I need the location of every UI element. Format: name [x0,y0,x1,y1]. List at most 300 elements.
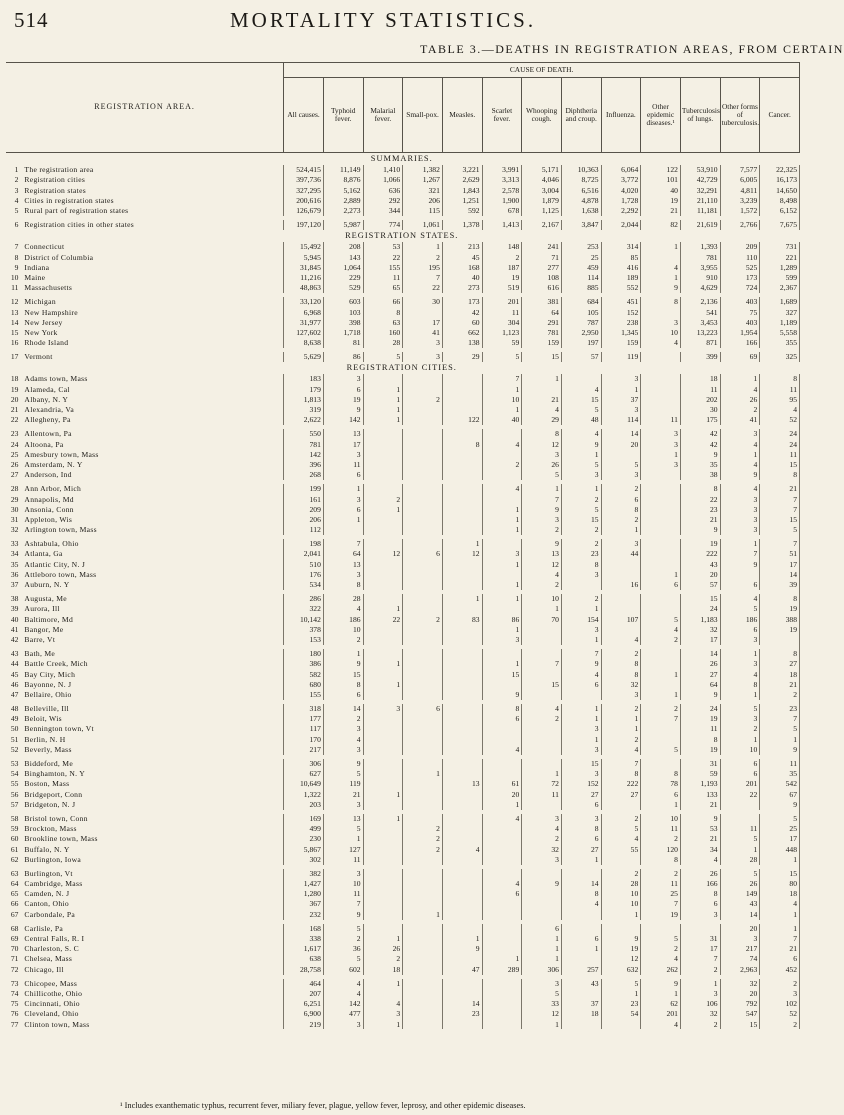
value-cell: 2 [403,395,443,405]
value-cell: 1 [363,1019,403,1029]
value-cell: 1,064 [323,263,363,273]
value-cell: 787 [561,317,601,327]
value-cell: 2,041 [284,549,324,559]
value-cell: 1,125 [522,206,562,216]
value-cell: 4 [363,999,403,1009]
value-cell: 4 [601,635,641,645]
value-cell [601,625,641,635]
value-cell: 1 [482,384,522,394]
value-cell [522,669,562,679]
value-cell: 169 [284,814,324,824]
value-cell [403,800,443,810]
value-cell: 2 [601,649,641,659]
value-cell [363,759,403,769]
value-cell: 15 [522,352,562,362]
table-row [6,429,800,439]
value-cell: 327 [760,307,800,317]
value-cell: 48,863 [284,283,324,293]
value-cell [442,734,482,744]
value-cell: 3 [561,769,601,779]
value-cell [442,979,482,989]
value-cell [403,924,443,934]
value-cell: 19 [323,395,363,405]
value-cell: 12 [522,1009,562,1019]
value-cell: 15 [760,869,800,879]
table-row [6,338,800,348]
row-number: 45 [10,669,19,679]
table-row [6,185,800,195]
value-cell [601,604,641,614]
value-cell: 209 [284,504,324,514]
table-row [6,539,800,549]
value-cell: 7 [760,539,800,549]
value-cell: 176 [284,570,324,580]
value-cell [403,460,443,470]
value-cell: 1 [601,384,641,394]
table-row [6,964,800,974]
value-cell [363,484,403,494]
value-cell: 1 [641,690,681,700]
value-cell: 2 [601,869,641,879]
value-cell: 53 [363,242,403,252]
value-cell [641,307,681,317]
value-cell: 542 [760,779,800,789]
value-cell: 198 [284,539,324,549]
value-cell: 1 [522,954,562,964]
area-name: Amesbury town, Mass [21,450,283,460]
value-cell: 1,843 [442,185,482,195]
value-cell: 119 [323,779,363,789]
value-cell: 40 [482,415,522,425]
value-cell: 59 [482,338,522,348]
area-name: Carlisle, Pa [21,924,283,934]
value-cell: 29 [442,352,482,362]
value-cell [363,824,403,834]
area-name: Canton, Ohio [21,899,283,909]
value-cell [482,539,522,549]
area-name: Buffalo, N. Y [21,844,283,854]
value-cell: 11 [680,384,720,394]
value-cell: 1 [482,515,522,525]
value-cell: 367 [284,899,324,909]
value-cell [442,504,482,514]
value-cell [442,515,482,525]
value-cell: 519 [482,283,522,293]
value-cell: 70 [522,614,562,624]
value-cell: 1 [522,604,562,614]
value-cell [403,525,443,535]
value-cell: 15 [760,515,800,525]
value-cell: 20 [482,789,522,799]
value-cell: 3 [601,374,641,384]
value-cell [482,494,522,504]
cause-header: All causes. [284,78,324,153]
value-cell [482,450,522,460]
value-cell: 170 [284,734,324,744]
value-cell: 262 [641,964,681,974]
value-cell: 2 [601,814,641,824]
value-cell: 1,189 [760,317,800,327]
value-cell: 6 [680,899,720,909]
value-cell: 1 [522,1019,562,1029]
value-cell: 4 [720,439,760,449]
value-cell: 338 [284,934,324,944]
value-cell: 53 [680,824,720,834]
value-cell: 1 [760,854,800,864]
value-cell: 5 [641,934,681,944]
value-cell [442,704,482,714]
value-cell: 1 [641,570,681,580]
value-cell [363,869,403,879]
value-cell: 8 [522,429,562,439]
value-cell: 47 [442,964,482,974]
area-name: Allentown, Pa [21,429,283,439]
value-cell: 8 [323,679,363,689]
value-cell: 11 [760,450,800,460]
value-cell: 3 [641,439,681,449]
value-cell: 179 [284,384,324,394]
value-cell: 1 [323,834,363,844]
value-cell: 160 [363,328,403,338]
value-cell: 4 [561,429,601,439]
value-cell [482,979,522,989]
area-name: Baltimore, Md [21,614,283,624]
value-cell [442,954,482,964]
value-cell: 4 [522,824,562,834]
value-cell [403,625,443,635]
value-cell: 3,847 [561,220,601,230]
value-cell: 3 [601,405,641,415]
value-cell: 4 [641,263,681,273]
value-cell: 448 [760,844,800,854]
value-cell: 2,950 [561,328,601,338]
value-cell: 4 [680,854,720,864]
value-cell: 1 [482,580,522,590]
value-cell: 344 [363,206,403,216]
value-cell: 85 [601,252,641,262]
value-cell: 8 [561,824,601,834]
value-cell [403,964,443,974]
value-cell [561,690,601,700]
value-cell: 7 [482,374,522,384]
table-row [6,580,800,590]
value-cell: 4 [720,484,760,494]
value-cell: 1 [363,405,403,415]
value-cell: 41 [403,328,443,338]
row-number: 41 [10,624,19,634]
value-cell: 8 [760,594,800,604]
area-name: Cambridge, Mass [21,879,283,889]
value-cell: 11 [482,307,522,317]
value-cell: 6 [561,679,601,689]
value-cell [641,515,681,525]
value-cell: 459 [561,263,601,273]
value-cell: 15 [522,679,562,689]
value-cell [442,604,482,614]
value-cell: 2,167 [522,220,562,230]
value-cell: 7 [760,934,800,944]
table-row [6,604,800,614]
table-row [6,800,800,810]
value-cell: 451 [601,297,641,307]
value-cell: 168 [442,263,482,273]
value-cell: 12 [522,439,562,449]
value-cell: 724 [720,283,760,293]
value-cell [482,834,522,844]
value-cell: 64 [680,679,720,689]
cause-header: Diphtheria and croup. [561,78,601,153]
value-cell [403,954,443,964]
area-name: Burlington, Vt [21,869,283,879]
area-name: Arlington town, Mass [21,525,283,535]
value-cell [442,800,482,810]
value-cell: 4 [760,405,800,415]
value-cell: 152 [601,307,641,317]
value-cell: 5 [323,954,363,964]
value-cell: 1 [601,989,641,999]
value-cell: 1 [323,649,363,659]
row-number: 26 [10,459,19,469]
value-cell: 22 [363,252,403,262]
value-cell: 314 [601,242,641,252]
area-name: The registration area [21,165,283,175]
value-cell [442,789,482,799]
value-cell: 9 [760,800,800,810]
area-name: Bayonne, N. J [21,679,283,689]
value-cell: 42,729 [680,175,720,185]
value-cell: 1,689 [760,297,800,307]
value-cell [482,679,522,689]
area-name: Bridgeport, Conn [21,789,283,799]
value-cell: 10 [641,328,681,338]
value-cell [641,549,681,559]
value-cell: 4,811 [720,185,760,195]
value-cell: 6 [403,704,443,714]
value-cell: 386 [284,659,324,669]
value-cell [442,460,482,470]
value-cell: 9 [522,879,562,889]
table-row [6,525,800,535]
value-cell: 11 [323,460,363,470]
value-cell: 17 [760,559,800,569]
value-cell: 30 [403,297,443,307]
value-cell [561,580,601,590]
value-cell: 8,876 [323,175,363,185]
value-cell [363,470,403,480]
value-cell [482,989,522,999]
row-number: 35 [10,559,19,569]
value-cell: 1 [363,659,403,669]
table-row [6,954,800,964]
area-name: Massachusetts [21,283,283,293]
value-cell: 3 [641,460,681,470]
value-cell: 5 [323,769,363,779]
area-name: Chicago, Ill [21,964,283,974]
value-cell: 11,216 [284,273,324,283]
value-cell: 67 [760,789,800,799]
value-cell: 219 [284,1019,324,1029]
value-cell: 325 [760,352,800,362]
value-cell: 127 [323,844,363,854]
value-cell: 19 [680,714,720,724]
value-cell: 5 [760,525,800,535]
cause-header: Typhoid fever. [323,78,363,153]
value-cell: 14 [561,879,601,889]
value-cell [403,649,443,659]
value-cell: 40 [641,185,681,195]
row-number: 68 [10,923,19,933]
table-row [6,1019,800,1029]
table-row [6,395,800,405]
value-cell: 10,363 [561,165,601,175]
value-cell [403,1009,443,1019]
area-name: Allegheny, Pa [21,415,283,425]
value-cell: 31 [680,934,720,944]
value-cell: 22 [403,283,443,293]
row-number: 75 [10,999,19,1009]
value-cell: 3 [561,625,601,635]
area-name: Attleboro town, Mass [21,570,283,580]
value-cell: 31,977 [284,317,324,327]
value-cell [522,724,562,734]
value-cell [442,450,482,460]
value-cell: 510 [284,559,324,569]
value-cell [482,570,522,580]
value-cell: 173 [720,273,760,283]
table-row [6,206,800,216]
row-number: 69 [10,934,19,944]
value-cell: 1,322 [284,789,324,799]
value-cell: 187 [482,263,522,273]
value-cell: 4,046 [522,175,562,185]
value-cell: 8,725 [561,175,601,185]
value-cell [641,924,681,934]
value-cell: 2 [641,704,681,714]
value-cell: 32,291 [680,185,720,195]
table-row [6,484,800,494]
value-cell: 396 [284,460,324,470]
value-cell: 8 [641,297,681,307]
value-cell: 15 [482,669,522,679]
value-cell: 7 [522,659,562,669]
value-cell: 31 [680,759,720,769]
value-cell: 1 [323,515,363,525]
value-cell: 14 [442,999,482,1009]
value-cell [363,800,403,810]
value-cell: 2 [720,724,760,734]
area-name: Bristol town, Conn [21,814,283,824]
value-cell [641,470,681,480]
value-cell: 1 [482,594,522,604]
value-cell [442,724,482,734]
value-cell: 1 [442,594,482,604]
value-cell: 1,427 [284,879,324,889]
value-cell: 1 [561,604,601,614]
value-cell: 43 [680,559,720,569]
value-cell: 9 [561,439,601,449]
area-name: Connecticut [21,242,283,252]
value-cell: 4 [323,604,363,614]
area-name: Beloit, Wis [21,714,283,724]
value-cell [641,594,681,604]
value-cell: 3 [522,854,562,864]
table-row [6,924,800,934]
value-cell: 138 [442,338,482,348]
value-cell [482,769,522,779]
value-cell: 1 [601,724,641,734]
value-cell: 2 [760,979,800,989]
area-name: Ashtabula, Ohio [21,539,283,549]
value-cell: 5 [482,352,522,362]
value-cell: 48 [561,415,601,425]
value-cell: 6 [323,504,363,514]
value-cell: 7 [760,494,800,504]
value-cell: 4 [482,439,522,449]
value-cell: 397,736 [284,175,324,185]
value-cell: 2 [522,580,562,590]
value-cell [442,429,482,439]
value-cell: 5 [720,834,760,844]
row-number: 64 [10,879,19,889]
value-cell [641,374,681,384]
value-cell [641,484,681,494]
value-cell: 11,149 [323,165,363,175]
value-cell [403,1019,443,1029]
value-cell: 602 [323,964,363,974]
value-cell: 1,410 [363,165,403,175]
value-cell: 10 [601,889,641,899]
cause-header: Other forms of tuberculosis. [720,78,760,153]
value-cell: 5 [641,614,681,624]
value-cell [442,814,482,824]
value-cell: 6 [482,714,522,724]
value-cell: 18 [363,964,403,974]
value-cell: 1 [442,539,482,549]
value-cell: 3,453 [680,317,720,327]
value-cell: 2,136 [680,297,720,307]
table-row [6,559,800,569]
value-cell [522,800,562,810]
value-cell [363,374,403,384]
area-name: Amsterdam, N. Y [21,460,283,470]
value-cell [442,669,482,679]
value-cell: 6 [561,800,601,810]
value-cell [482,909,522,919]
value-cell: 2 [641,834,681,844]
value-cell: 6,968 [284,307,324,317]
area-name: Chicopee, Mass [21,979,283,989]
value-cell [482,844,522,854]
table-row [6,814,800,824]
area-name: Registration states [21,185,283,195]
value-cell: 21,619 [680,220,720,230]
value-cell: 17 [760,834,800,844]
value-cell: 71 [522,252,562,262]
row-number: 71 [10,954,19,964]
value-cell: 65 [363,283,403,293]
table-row [6,549,800,559]
value-cell: 2 [760,1019,800,1029]
value-cell: 3 [720,515,760,525]
value-cell: 6 [601,494,641,504]
value-cell: 238 [601,317,641,327]
table-row [6,879,800,889]
area-name: Cincinnati, Ohio [21,999,283,1009]
value-cell [363,779,403,789]
value-cell: 1 [482,504,522,514]
area-name: Altoona, Pa [21,439,283,449]
value-cell [522,384,562,394]
